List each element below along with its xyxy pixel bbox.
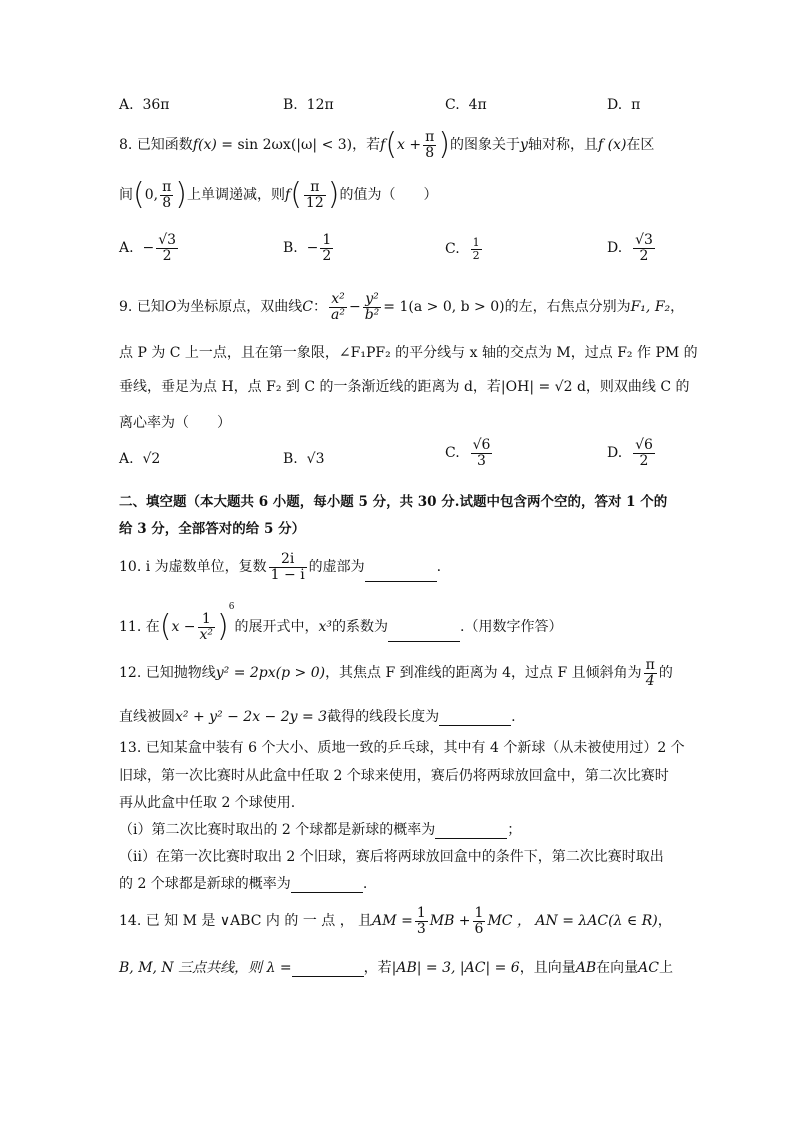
math: f — [285, 187, 291, 204]
text: ， — [657, 913, 672, 930]
text: 的系数为 — [332, 619, 388, 635]
fraction — [156, 233, 178, 263]
q10-line — [119, 552, 441, 582]
q14-line2 — [119, 957, 673, 977]
paren: ) — [175, 177, 187, 213]
option-letter: C. — [445, 241, 460, 258]
numerator: 1 — [322, 232, 332, 248]
denominator: 2 — [472, 248, 480, 262]
math: − — [348, 299, 361, 316]
text: 的展开式中， — [234, 619, 319, 635]
math: |OH| = √2 d — [500, 379, 586, 395]
answer-blank[interactable] — [435, 824, 507, 839]
text: 12. 已知抛物线 — [119, 665, 216, 682]
text: ，其焦点 F 到准线的距离为 4，过点 F 且倾斜角为 — [325, 665, 642, 682]
math: F₁, F₂ — [630, 299, 671, 316]
answer-blank[interactable] — [292, 962, 364, 977]
fraction — [471, 438, 493, 468]
math: MB + — [429, 913, 471, 930]
denominator: 1 − i — [270, 566, 305, 583]
numerator: 1 — [474, 905, 484, 921]
section-heading-line1: 二、填空题（本大题共 6 小题，每小题 5 分，共 30 分.试题中包含两个空的，答对 1 个的 — [119, 494, 668, 510]
math: x + — [397, 137, 422, 154]
option-text: π — [631, 97, 641, 113]
option-letter: B. — [283, 451, 298, 467]
paren: ) — [438, 127, 451, 163]
option-letter: D. — [607, 97, 623, 113]
exponent: 6 — [228, 602, 235, 612]
math: |AB| = 3, |AC| = 6 — [391, 960, 520, 976]
denominator: 2 — [322, 247, 332, 264]
denominator: 2 — [639, 452, 649, 469]
math: x − — [171, 619, 196, 635]
text: 轴对称，且 — [527, 137, 598, 154]
q8-option-b — [283, 233, 335, 263]
q9-line3 — [119, 376, 690, 396]
option-letter: A. — [119, 240, 134, 257]
paren: ( — [385, 127, 398, 163]
denominator: 4 — [645, 672, 655, 689]
text: 的值为（ ） — [339, 187, 438, 204]
text: ，若 — [352, 137, 381, 154]
text: 为坐标原点，双曲线 — [176, 299, 303, 316]
math: x² + y² − 2x − 2y = 3 — [175, 709, 328, 725]
q9-line1 — [119, 292, 684, 322]
math: AM = — [372, 913, 413, 930]
q9-option-d — [607, 438, 657, 468]
numerator: √6 — [635, 437, 653, 453]
fraction — [329, 292, 347, 322]
text: 11. 在 — [119, 619, 160, 635]
q9-option-a — [119, 451, 160, 467]
text: ； — [507, 822, 522, 838]
q12-line2 — [119, 706, 516, 726]
q7-option-c — [445, 97, 487, 113]
option-letter: A. — [119, 97, 134, 113]
q7-option-d — [607, 97, 640, 113]
text: 10. i 为虚数单位，复数 — [119, 559, 267, 576]
numerator: π — [645, 657, 655, 673]
text: 的 2 个球都是新球的概率为 — [119, 876, 291, 892]
denominator: 6 — [474, 920, 484, 937]
question-number: 9. — [119, 299, 133, 316]
q12-line1 — [119, 658, 673, 688]
fraction — [198, 612, 216, 642]
math: 0, — [144, 187, 159, 204]
numerator: π — [425, 129, 435, 145]
text: 已知 — [136, 299, 165, 316]
text: . — [436, 559, 442, 576]
fraction — [320, 233, 333, 263]
numerator: π — [304, 180, 326, 196]
math: MC ， — [487, 913, 531, 930]
q8-option-c — [445, 237, 484, 261]
text: ，则双曲线 C 的 — [585, 379, 690, 395]
fraction — [473, 906, 486, 936]
text: 的虚部为 — [308, 559, 365, 576]
option-letter: C. — [445, 97, 460, 113]
text: 截得的线段长度为 — [327, 709, 440, 725]
math: C — [302, 299, 314, 316]
denominator: a² — [331, 306, 345, 323]
option-letter: D. — [607, 445, 623, 462]
q13-line2: 旧球，第一次比赛时从此盒中任取 2 个球来使用，赛后仍将两球放回盒中，第二次比赛时 — [119, 768, 669, 784]
fraction — [363, 292, 382, 322]
denominator: 12 — [305, 194, 324, 211]
numerator: √6 — [472, 437, 491, 453]
q8-line2 — [119, 177, 438, 213]
q13-line4 — [119, 819, 521, 839]
text: 已知函数 — [136, 137, 193, 154]
text: （i）第二次比赛时取出的 2 个球都是新球的概率为 — [119, 822, 436, 838]
numerator: x² — [329, 292, 347, 308]
math: y² = 2px(p > 0) — [215, 665, 326, 682]
denominator: x² — [199, 626, 214, 643]
math: AB — [575, 960, 597, 976]
section-heading-line2: 给 3 分，全部答对的给 5 分） — [119, 521, 306, 537]
math: f — [192, 137, 198, 154]
answer-blank[interactable] — [365, 567, 437, 582]
q9-option-b — [283, 451, 324, 467]
denominator: 3 — [416, 920, 426, 937]
fraction — [160, 180, 173, 210]
q13-line3: 再从此盒中任取 2 个球使用. — [119, 795, 296, 811]
math: B, M, N 三点共线，则 λ = — [119, 960, 292, 976]
text: .（用数字作答） — [460, 619, 563, 635]
text: 14. 已 知 M 是 ∨ABC 内 的 一 点 ， 且 — [119, 913, 373, 930]
text: . — [362, 876, 368, 892]
sign: − — [306, 240, 319, 257]
text: 上 — [658, 960, 673, 976]
paren: ( — [290, 177, 302, 213]
numerator: π — [162, 179, 172, 195]
math: = 1(a > 0, b > 0) — [383, 299, 505, 316]
q8-line1 — [119, 127, 655, 163]
option-text: √3 — [306, 451, 325, 467]
math: = sin 2ωx — [221, 137, 291, 154]
text: 的左，右焦点分别为 — [504, 299, 631, 316]
option-letter: A. — [119, 451, 134, 467]
answer-blank[interactable] — [291, 878, 363, 893]
math: y — [520, 137, 528, 154]
numerator: 1 — [472, 236, 480, 249]
q14-line1 — [119, 906, 672, 936]
fraction — [304, 180, 326, 210]
answer-blank[interactable] — [388, 627, 460, 642]
math: x³ — [318, 619, 332, 635]
text: ： — [313, 299, 328, 316]
q7-option-b — [283, 97, 334, 113]
sign: − — [142, 240, 155, 257]
option-letter: B. — [283, 97, 298, 113]
text: . — [511, 709, 516, 725]
math: (x) — [198, 137, 217, 154]
math: (|ω| < 3) — [290, 137, 353, 154]
q11-line — [119, 602, 562, 642]
q8-option-a — [119, 233, 180, 263]
option-text: 4π — [468, 97, 487, 113]
fraction — [633, 233, 655, 263]
numerator: 1 — [416, 905, 426, 921]
text: 直线被圆 — [119, 709, 175, 725]
option-letter: B. — [283, 240, 298, 257]
numerator: 1 — [198, 612, 216, 628]
paren: ) — [217, 609, 229, 644]
option-letter: C. — [445, 445, 460, 462]
denominator: 2 — [639, 247, 649, 264]
denominator: 8 — [425, 144, 435, 161]
q13-line6 — [119, 873, 367, 893]
text: 上单调递减，则 — [187, 187, 285, 204]
math: O — [164, 299, 177, 316]
q8-option-d — [607, 233, 657, 263]
q13-line1: 13. 已知某盒中装有 6 个大小、质地一致的乒乓球，其中有 4 个新球（从未被使用过）2 个 — [119, 740, 685, 756]
fraction — [269, 552, 307, 582]
text: ， — [670, 299, 685, 316]
fraction — [423, 130, 436, 160]
option-text: 36π — [142, 97, 170, 113]
paren: ( — [133, 177, 145, 213]
text: ，且向量 — [519, 960, 576, 976]
paren: ) — [327, 177, 340, 213]
fraction — [471, 237, 482, 261]
text: ，若 — [363, 960, 392, 976]
denominator: 2 — [162, 247, 172, 264]
math: f — [380, 137, 386, 154]
q9-line2: 点 P 为 C 上一点，且在第一象限，∠F₁PF₂ 的平分线与 x 轴的交点为 M，过点 F₂ 作 PM 的 — [119, 345, 698, 361]
denominator: 3 — [477, 452, 486, 469]
text: 在区 — [626, 137, 655, 154]
text: 间 — [119, 187, 133, 204]
math: AC — [638, 960, 659, 976]
fraction — [644, 658, 657, 688]
paren: ( — [159, 609, 172, 644]
q13-line5: （ii）在第一次比赛时取出 2 个旧球，赛后将两球放回盒中的条件下，第二次比赛时取出 — [119, 849, 664, 865]
math: f (x) — [597, 137, 627, 154]
numerator: √3 — [158, 232, 177, 248]
numerator: y² — [363, 292, 382, 308]
numerator: 2i — [269, 552, 307, 568]
numerator: √3 — [635, 232, 653, 248]
question-number: 8. — [119, 137, 133, 154]
q7-option-a — [119, 97, 169, 113]
option-text: √2 — [142, 451, 161, 467]
math: AN = λAC(λ ∈ R) — [535, 913, 658, 930]
q9-option-c — [445, 438, 494, 468]
text: 的图象关于 — [450, 137, 521, 154]
q9-line4: 离心率为（ ） — [119, 415, 231, 431]
text: 的 — [658, 665, 673, 682]
option-text: 12π — [306, 97, 334, 113]
option-letter: D. — [607, 240, 623, 257]
text: 垂线，垂足为点 H，点 F₂ 到 C 的一条渐近线的距离为 d，若 — [119, 379, 501, 395]
fraction — [633, 438, 655, 468]
answer-blank[interactable] — [439, 711, 511, 726]
fraction — [415, 906, 428, 936]
denominator: b² — [364, 306, 380, 323]
text: 在向量 — [596, 960, 639, 976]
denominator: 8 — [162, 194, 172, 211]
